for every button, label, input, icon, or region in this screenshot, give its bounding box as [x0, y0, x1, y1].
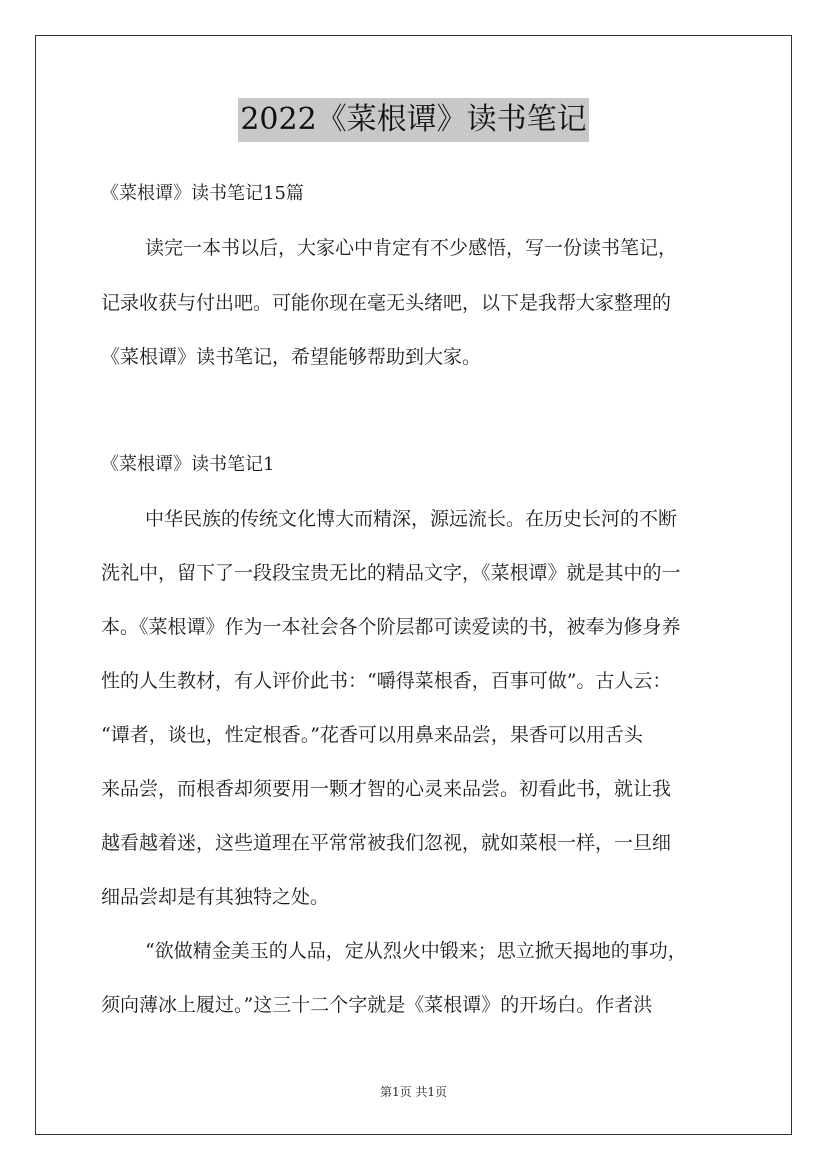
paragraph-line: 中华民族的传统文化博大而精深，源远流长。在历史长河的不断	[145, 508, 678, 530]
paragraph-line: 越看越着迷，这些道理在平常常被我们忽视，就如菜根一样，一旦细	[101, 832, 672, 854]
paragraph-line: “谭者，谈也，性定根香。”花香可以用鼻来品尝，果香可以用舌头	[101, 724, 643, 746]
paragraph-line: 细品尝却是有其独特之处。	[101, 886, 330, 908]
paragraph-line: 来品尝，而根香却须要用一颗才智的心灵来品尝。初看此书，就让我	[101, 778, 672, 800]
page-number-footer: 第1页 共1页	[379, 1085, 448, 1099]
paragraph-line: 须向薄冰上履过。”这三十二个字就是《菜根谭》的开场白。作者洪	[101, 994, 653, 1016]
intro-line: 《菜根谭》读书笔记，希望能够帮助到大家。	[101, 346, 482, 368]
subtitle: 《菜根谭》读书笔记15篇	[101, 183, 304, 204]
document-title: 2022《菜根谭》读书笔记	[238, 98, 588, 142]
intro-line: 读完一本书以后，大家心中肯定有不少感悟，写一份读书笔记，	[145, 237, 678, 259]
paragraph-line: “欲做精金美玉的人品，定从烈火中锻来；思立掀天揭地的事功，	[145, 940, 687, 962]
intro-line: 记录收获与付出吧。可能你现在毫无头绪吧，以下是我帮大家整理的	[101, 292, 672, 314]
paragraph-line: 性的人生教材，有人评价此书：“嚼得菜根香，百事可做”。古人云：	[101, 670, 672, 692]
paragraph-line: 洗礼中，留下了一段段宝贵无比的精品文字，《菜根谭》就是其中的一	[101, 562, 681, 584]
title-container	[0, 98, 827, 142]
section-heading: 《菜根谭》读书笔记1	[101, 454, 275, 475]
paragraph-line: 本。《菜根谭》作为一本社会各个阶层都可读爱读的书，被奉为修身养	[101, 616, 681, 638]
